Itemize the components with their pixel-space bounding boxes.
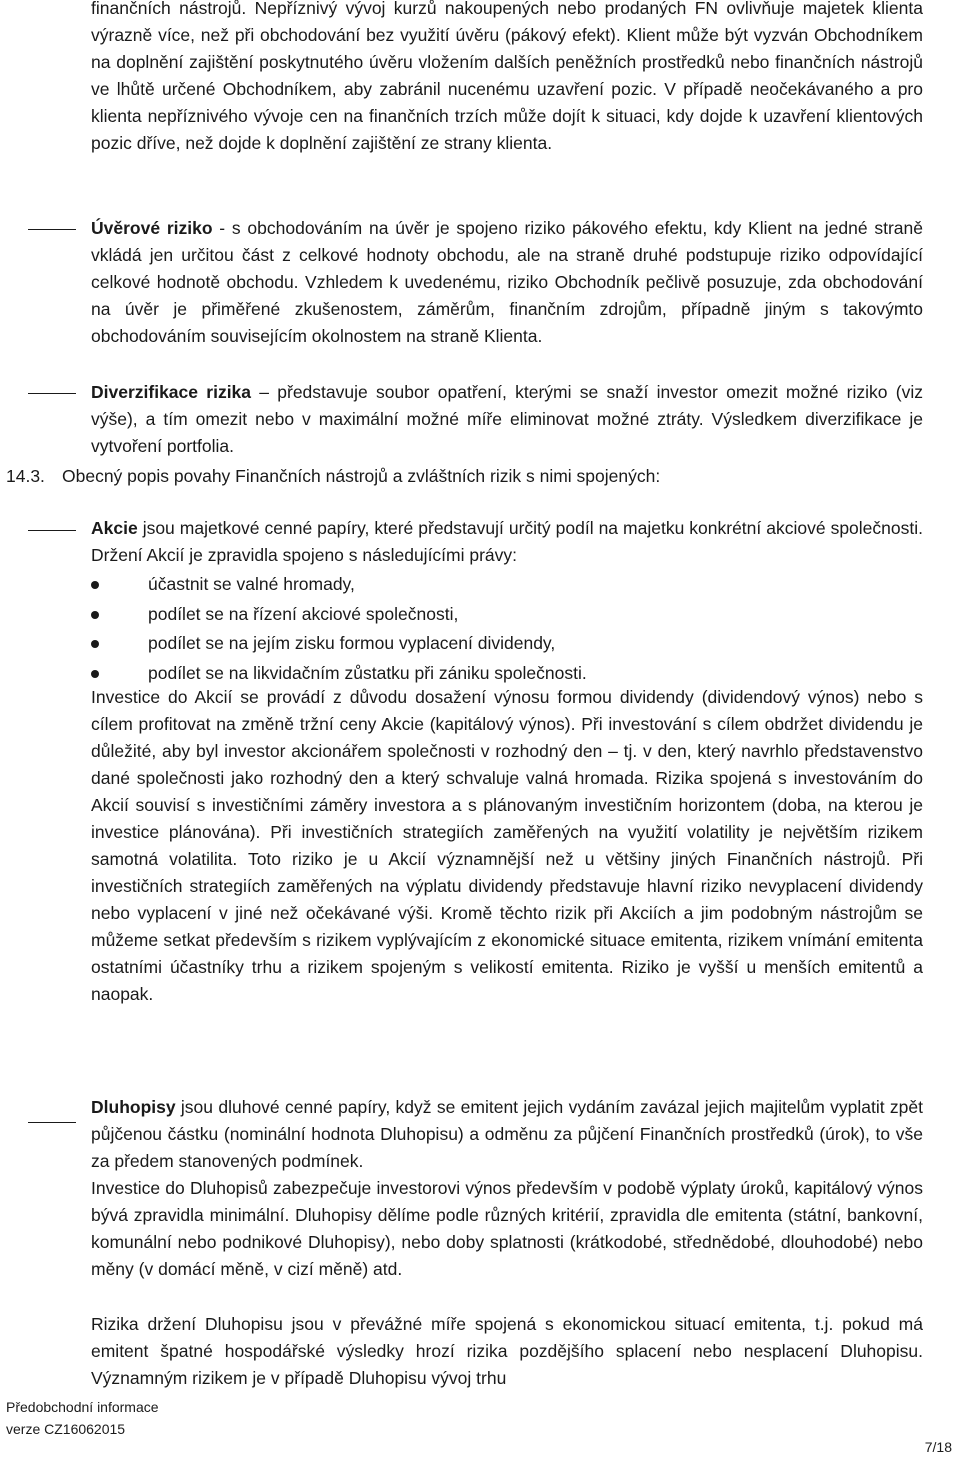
dluhopisy-rizika-paragraph: Rizika držení Dluhopisu jsou v převážné míře spojená s ekonomickou situací emitenta, t.j. pokud má emitent špatné hospodářské výsledky hrozí rizika pozdějšího splacení nebo nesplacení Dluhopisu. Významným rizikem je v případě Dluhopisu vývoj trhu [91, 1314, 923, 1388]
list-item: účastnit se valné hromady, [91, 570, 923, 600]
risk-credit-paragraph [91, 215, 923, 350]
akcie-paragraph [91, 515, 923, 569]
list-item: podílet se na řízení akciové společnosti, [91, 600, 923, 630]
bullet-icon [91, 640, 99, 648]
section-title: Obecný popis povahy Finančních nástrojů a zvláštních rizik s nimi spojených: [62, 466, 661, 486]
akcie-rights-list [91, 570, 923, 688]
list-item: podílet se na likvidačním zůstatku při zániku společnosti. [91, 659, 923, 689]
bullet-icon [91, 581, 99, 589]
list-item: podílet se na jejím zisku formou vyplacení dividendy, [91, 629, 923, 659]
dluhopisy-text: jsou dluhové cenné papíry, když se emitent jejich vydáním zavázal jejich majitelům vyplatit zpět půjčenou částku (nominální hodnota Dluhopisu) a odměnu za půjčení Finančních prostředků (úrok), to vše za předem stanovených podmínek. [91, 1097, 923, 1171]
akcie-investice-paragraph: Investice do Akcií se provádí z důvodu dosažení výnosu formou dividendy (dividendový výnos) nebo s cílem profitovat na změně tržní ceny Akcie (kapitálový výnos). Při investování s cílem obdržet dividendu je důležité, aby byl investor akcionářem společnosti v rozhodný den – tj. v den, který navrhlo představenstvo dané společnosti jako rozhodný den a který schvaluje valná hromada. Rizika spojená s investováním do Akcií souvisí s investičními záměry investora a s plánovaným investičním horizontem (doba, na kterou je investice plánována). Při investičních strategiích zaměřených na využití volatility je největším rizikem samotná volatilita. Toto riziko je u Akcií významnější než u většiny jiných Finančních nástrojů. Při investičních strategiích zaměřených na výplatu dividendy představuje hlavní riziko nevyplacení dividendy nebo vyplacení v jiné než očekávané výši. Kromě těchto rizik při Akciích a jim podobným nástrojům se můžeme setkat především s rizikem vyplývajícím z ekonomické situace emitenta, rizikem vnímání emitenta ostatními účastníky trhu a rizikem spojeným s velikostí emitenta. Riziko je vyšší u menších emitentů a naopak. [91, 687, 923, 1004]
footer-title: Předobchodní informace [6, 1399, 159, 1415]
risk-diversification-text: – představuje soubor opatření, kterými se snaží investor omezit možné riziko (viz výše), a tím omezit nebo v maximální možné míře eliminovat možné ztráty. Výsledkem diverzifikace je vytvoření portfolia. [91, 382, 923, 456]
bullet-icon [91, 611, 99, 619]
dluhopisy-term: Dluhopisy [91, 1097, 176, 1117]
akcie-text: jsou majetkové cenné papíry, které představují určitý podíl na majetku konkrétní akciové společnosti. Držení Akcií je zpravidla spojeno s následujícími právy: [91, 518, 923, 565]
dluhopisy-paragraph [91, 1094, 923, 1175]
akcie-term: Akcie [91, 518, 138, 538]
dash-marker [28, 393, 76, 394]
section-number: 14.3. [6, 466, 45, 486]
footer-version: verze CZ16062015 [6, 1421, 126, 1437]
risk-credit-text: - s obchodováním na úvěr je spojeno riziko pákového efektu, kdy Klient na jedné straně vkládá jen určitou část z celkové hodnoty obchodu, ale na straně druhé podstupuje riziko odpovídající celkové hodnotě obchodu. Vzhledem k uvedenému, riziko Obchodník pečlivě posuzuje, zda obchodování na úvěr je přiměřené zkušenostem, záměrům, finančním zdrojům, případně jiným s takovýmto obchodováním souvisejícím okolnostem na straně Klienta. [91, 218, 924, 346]
page-number: 7/18 [924, 1439, 952, 1455]
intro-paragraph: finančních nástrojů. Nepříznivý vývoj kurzů nakoupených nebo prodaných FN ovlivňuje majetek klienta výrazně více, než při obchodování bez využití úvěru (pákový efekt). Klient může být vyzván Obchodníkem na doplnění zajištění poskytnutého úvěru vložením dalších peněžních prostředků nebo finančních nástrojů ve lhůtě určené Obchodníkem, aby zabránil nucenému uzavření pozic. V případě neočekávaného a pro klienta nepříznivého vývoje cen na finančních trzích může dojít k situaci, kdy dojde k uzavření klientových pozic dříve, než dojde k doplnění zajištění ze strany klienta. [91, 0, 923, 153]
dash-marker [28, 1122, 76, 1123]
dluhopisy-investice-paragraph: Investice do Dluhopisů zabezpečuje investorovi výnos především v podobě výplaty úroků, kapitálový výnos bývá zpravidla minimální. Dluhopisy dělíme podle různých kritérií, zpravidla dle emitenta (státní, bankovní, komunální nebo podnikové Dluhopisy), nebo doby splatnosti (krátkodobé, střednědobé, dlouhodobé) nebo měny (v domácí měně, v cizí měně) atd. [91, 1178, 923, 1279]
risk-diversification-term: Diverzifikace rizika [91, 382, 252, 402]
risk-credit-term: Úvěrové riziko [91, 218, 213, 238]
dash-marker [28, 530, 76, 531]
risk-diversification-paragraph [91, 379, 923, 460]
dash-marker [28, 229, 76, 230]
bullet-icon [91, 670, 99, 678]
